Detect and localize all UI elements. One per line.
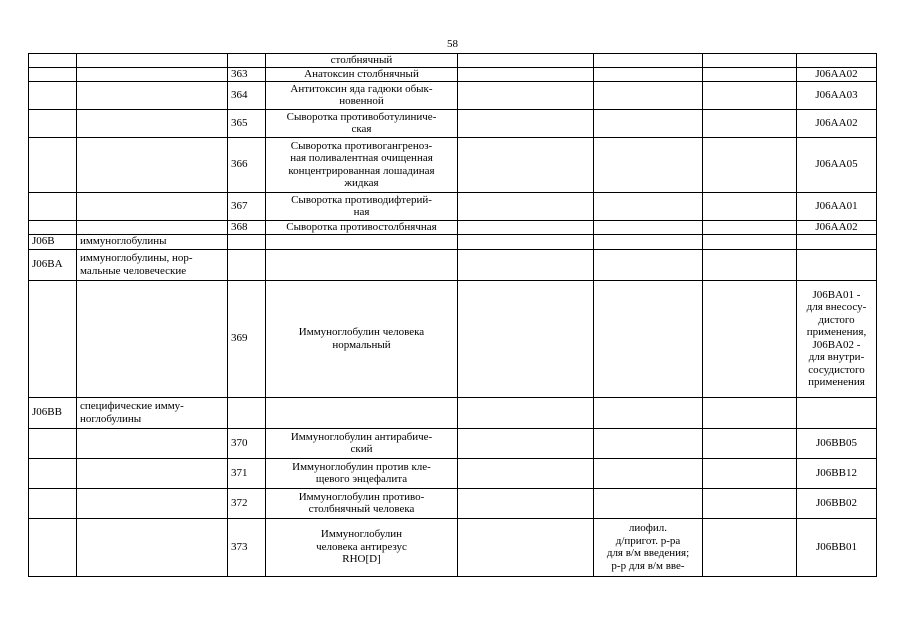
cell-col8: J06AA01 [797,192,877,220]
cell-col6 [594,137,703,192]
page-number: 58 [447,38,458,50]
cell-col5 [458,488,594,518]
cell-col3 [228,234,266,249]
cell-col8 [797,234,877,249]
cell-col5 [458,234,594,249]
cell-col2 [77,518,228,576]
cell-col3: 372 [228,488,266,518]
cell-col3: 366 [228,137,266,192]
cell-col6 [594,109,703,137]
cell-col3: 373 [228,518,266,576]
cell-col3 [228,54,266,68]
table-row [29,249,877,280]
cell-col2 [77,109,228,137]
cell-col4 [266,234,458,249]
cell-col1: J06BA [29,249,77,280]
cell-col6 [594,81,703,109]
cell-col7 [703,81,797,109]
cell-col5 [458,137,594,192]
cell-col1 [29,67,77,81]
cell-col7 [703,54,797,68]
cell-col6 [594,220,703,234]
cell-col2 [77,54,228,68]
table-row [29,109,877,137]
cell-col1 [29,220,77,234]
cell-col8: J06AA02 [797,67,877,81]
cell-col7 [703,234,797,249]
cell-col7 [703,220,797,234]
table-row [29,488,877,518]
cell-col2: специфические имму- ноглобулины [77,397,228,428]
cell-col7 [703,137,797,192]
cell-col2 [77,488,228,518]
drug-table [28,53,877,577]
cell-col2 [77,280,228,397]
cell-col6 [594,54,703,68]
cell-col7 [703,109,797,137]
cell-col7 [703,397,797,428]
cell-col2 [77,137,228,192]
table-row [29,397,877,428]
cell-col1 [29,518,77,576]
cell-col8 [797,54,877,68]
cell-col8: J06AA02 [797,220,877,234]
cell-col3 [228,249,266,280]
cell-col7 [703,280,797,397]
cell-col5 [458,518,594,576]
cell-col4: Анатоксин столбнячный [266,67,458,81]
cell-col4: Сыворотка противостолбнячная [266,220,458,234]
table-row [29,280,877,397]
cell-col1 [29,54,77,68]
cell-col3: 364 [228,81,266,109]
cell-col8: J06BB05 [797,428,877,458]
cell-col1 [29,280,77,397]
cell-col4: Сыворотка противоботулиниче- ская [266,109,458,137]
table-row [29,192,877,220]
cell-col7 [703,249,797,280]
cell-col3: 369 [228,280,266,397]
cell-col1 [29,458,77,488]
cell-col5 [458,54,594,68]
cell-col1: J06BB [29,397,77,428]
cell-col4 [266,249,458,280]
cell-col8: J06BB02 [797,488,877,518]
cell-col4: Сыворотка противодифтерий- ная [266,192,458,220]
cell-col5 [458,67,594,81]
cell-col4 [266,397,458,428]
cell-col1 [29,488,77,518]
cell-col5 [458,458,594,488]
cell-col4: Антитоксин яда гадюки обык- новенной [266,81,458,109]
cell-col7 [703,428,797,458]
cell-col6 [594,458,703,488]
cell-col4: Иммуноглобулин человека нормальный [266,280,458,397]
cell-col1 [29,137,77,192]
cell-col1 [29,428,77,458]
cell-col6 [594,428,703,458]
cell-col3: 363 [228,67,266,81]
cell-col2: иммуноглобулины [77,234,228,249]
cell-col8: J06BB01 [797,518,877,576]
cell-col2 [77,67,228,81]
cell-col7 [703,518,797,576]
cell-col8 [797,249,877,280]
cell-col7 [703,67,797,81]
cell-col8: J06AA03 [797,81,877,109]
cell-col6 [594,397,703,428]
table-row [29,518,877,576]
cell-col2 [77,220,228,234]
cell-col5 [458,109,594,137]
cell-col5 [458,249,594,280]
cell-col8 [797,397,877,428]
cell-col4: Иммуноглобулин человека антирезус RHO[D] [266,518,458,576]
cell-col3: 367 [228,192,266,220]
cell-col1: J06B [29,234,77,249]
cell-col4: Иммуноглобулин противо- столбнячный человека [266,488,458,518]
cell-col5 [458,428,594,458]
cell-col3: 365 [228,109,266,137]
table-row [29,428,877,458]
cell-col6 [594,192,703,220]
table-row [29,234,877,249]
cell-col7 [703,192,797,220]
cell-col3: 370 [228,428,266,458]
table-row [29,220,877,234]
cell-col1 [29,192,77,220]
cell-col6 [594,249,703,280]
cell-col6 [594,67,703,81]
cell-col5 [458,280,594,397]
cell-col8: J06AA05 [797,137,877,192]
cell-col1 [29,81,77,109]
cell-col2 [77,428,228,458]
cell-col7 [703,488,797,518]
cell-col4: Иммуноглобулин против кле- щевого энцефалита [266,458,458,488]
cell-col3: 371 [228,458,266,488]
cell-col5 [458,220,594,234]
table-row [29,54,877,68]
table-row [29,81,877,109]
cell-col8: J06BB12 [797,458,877,488]
cell-col1 [29,109,77,137]
cell-col4: Иммуноглобулин антирабиче- ский [266,428,458,458]
table-row [29,67,877,81]
cell-col4: столбнячный [266,54,458,68]
cell-col7 [703,458,797,488]
cell-col2 [77,192,228,220]
cell-col2 [77,81,228,109]
cell-col4: Сыворотка противогангреноз- ная поливалентная очищенная концентрированная лошадиная жидкая [266,137,458,192]
table-row [29,137,877,192]
cell-col3: 368 [228,220,266,234]
cell-col8: J06AA02 [797,109,877,137]
cell-col8: J06BA01 - для внесосу- дистого применения, J06BA02 - для внутри- сосудистого применения [797,280,877,397]
cell-col5 [458,397,594,428]
cell-col6 [594,280,703,397]
cell-col6: лиофил. д/пригот. р-ра для в/м введения; р-р для в/м вве- [594,518,703,576]
cell-col3 [228,397,266,428]
table-row [29,458,877,488]
cell-col6 [594,488,703,518]
cell-col6 [594,234,703,249]
cell-col5 [458,81,594,109]
cell-col5 [458,192,594,220]
cell-col2 [77,458,228,488]
cell-col2: иммуноглобулины, нор- мальные человеческие [77,249,228,280]
